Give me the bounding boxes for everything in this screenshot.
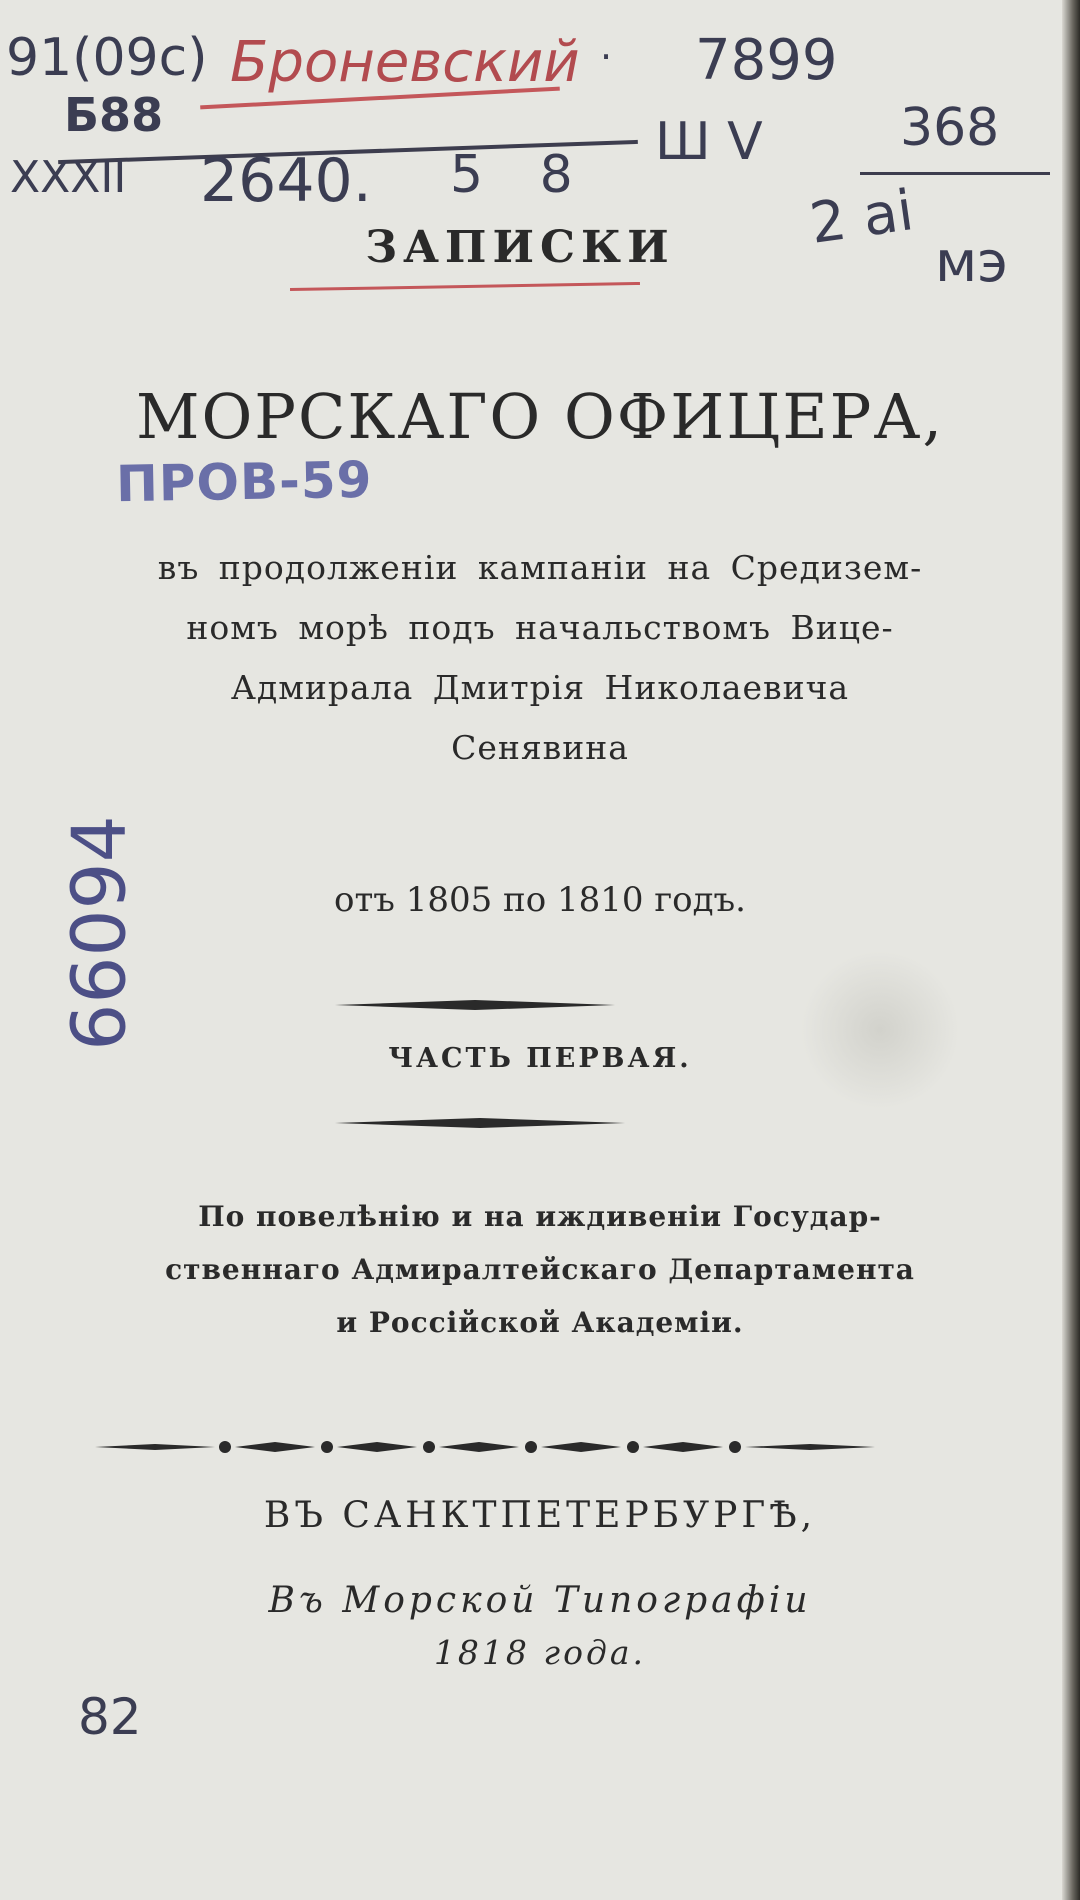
paper-stain — [800, 950, 960, 1110]
note-368: 368 — [900, 98, 1000, 158]
city-line: ВЪ САНКТПЕТЕРБУРГѢ, — [263, 1495, 817, 1536]
mv-note: Ш V — [655, 112, 763, 172]
inventory-number: 66094 — [56, 815, 143, 1051]
main-title: МОРСКАГО ОФИЦЕРА, — [135, 380, 945, 453]
years-line: отъ 1805 по 1810 годъ. — [334, 880, 746, 920]
ornament-dotted-rule — [95, 1436, 875, 1458]
publisher-line-3: и Россійской Академіи. — [336, 1306, 744, 1339]
note-2ai: 2 ai — [805, 178, 918, 257]
heading-zapiski: ЗАПИСКИ — [365, 222, 675, 273]
dash-line — [860, 172, 1050, 175]
part-label: ЧАСТЬ ПЕРВАЯ. — [388, 1043, 692, 1074]
subtitle-line-3: Адмирала Дмитрія Николаевича — [230, 668, 850, 707]
note-ny: мэ — [935, 230, 1008, 295]
subtitle-line-4: Сенявина — [451, 728, 629, 767]
fraction-note: 5 8 — [450, 145, 573, 205]
year-note: 7899 — [695, 28, 838, 93]
ornament-rule-bottom — [335, 1116, 625, 1130]
library-stamp: ПРОВ-59 — [115, 450, 373, 514]
press-line: Въ Морской Типографіи — [268, 1580, 812, 1621]
publisher-line-2: ственнаго Адмиралтейскаго Департамента — [165, 1253, 915, 1286]
subtitle-line-2: номъ морѣ подъ начальствомъ Вице- — [186, 608, 894, 647]
code-b88-note: Б88 — [64, 88, 164, 142]
author-note: Броневский — [230, 30, 580, 95]
note-82: 82 — [78, 1688, 142, 1746]
red-heading-underline — [290, 282, 640, 291]
number-note: 2640. — [200, 146, 372, 216]
ornament-rule-top — [335, 998, 615, 1012]
subtitle-line-1: въ продолженіи кампаніи на Средизем- — [157, 548, 923, 587]
year-line: 1818 года. — [433, 1633, 647, 1672]
roman-note: XXXII — [10, 152, 127, 203]
dot-note: . — [600, 24, 613, 68]
shelfmark-note: 91(09с) — [6, 28, 208, 88]
publisher-line-1: По повелѣнію и на иждивеніи Государ- — [198, 1200, 882, 1233]
